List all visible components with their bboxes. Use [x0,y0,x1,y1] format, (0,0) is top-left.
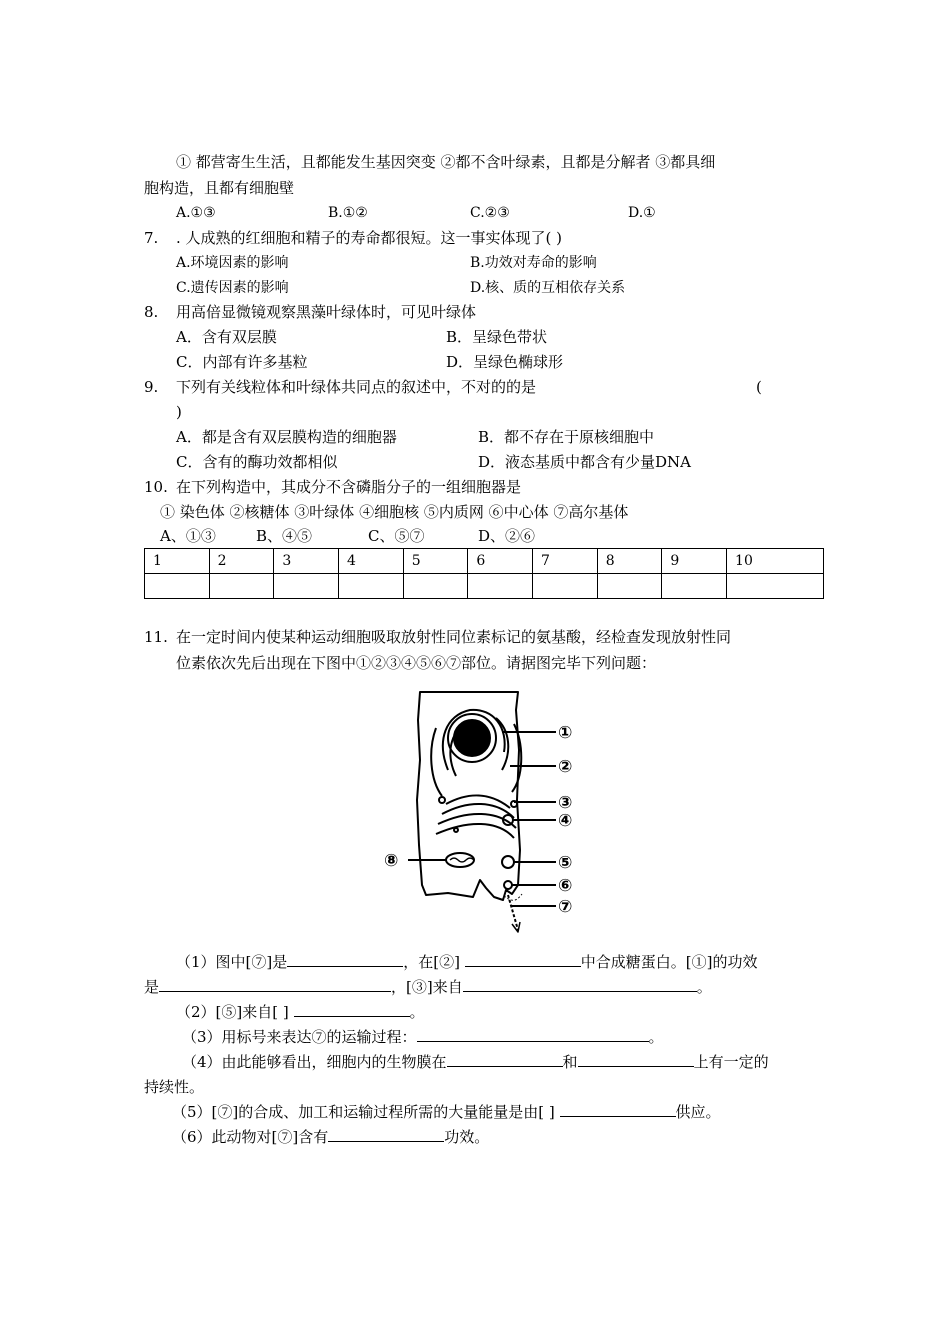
q11-sub1-text-d: 是 [144,978,160,996]
q8-stem: 用高倍显微镜观察黑藻叶绿体时，可见叶绿体 [176,303,477,321]
q9-number: 9. [144,378,159,396]
q11-sub5 [172,1102,721,1122]
q10-option-a: A、①③ [160,527,216,545]
answer-blank[interactable] [287,952,403,967]
q11-sub1-line1 [176,952,757,972]
q9-stem: 下列有关线粒体和叶绿体共同点的叙述中，不对的的是 [176,378,537,396]
q11-sub3 [182,1027,664,1047]
q9-option-a: A．都是含有双层膜构造的细胞器 [176,428,397,446]
q8-number: 8. [144,303,159,321]
answer-blank-cell[interactable] [339,574,404,599]
answer-header-cell: 9 [662,549,727,574]
figure-label-3: ③ [558,793,573,813]
q11-sub4-text-b: 和 [562,1053,578,1071]
vesicle-5 [502,856,514,868]
figure-label-4: ④ [558,811,573,831]
q9-paren-close: ) [176,403,182,421]
q11-sub4-text-a: （4）由此能够看出，细胞内的生物膜在 [182,1053,447,1071]
answer-blank[interactable] [465,952,581,967]
answer-blank[interactable] [294,1002,410,1017]
answer-blank-cell[interactable] [274,574,339,599]
q11-sub4-text-c: 上有一定的 [693,1053,769,1071]
answer-blank-cell[interactable] [403,574,468,599]
q11-line1: 在一定时间内使某种运动细胞吸取放射性同位素标记的氨基酸，经检查发现放射性同 [176,628,732,646]
answer-header-cell: 5 [403,549,468,574]
q8-option-d: D．呈绿色椭球形 [446,353,564,371]
q11-sub6-text-a: （6）此动物对[⑦]含有 [172,1128,329,1146]
q10-option-c: C、⑤⑦ [368,527,425,545]
answer-header-cell: 2 [209,549,274,574]
figure-label-1: ① [558,723,573,743]
answer-blank-cell[interactable] [145,574,210,599]
answer-blank-cell[interactable] [209,574,274,599]
answer-header-cell: 4 [339,549,404,574]
answer-blank-cell[interactable] [727,574,824,599]
q11-number: 11. [144,628,168,646]
answer-header-cell: 10 [727,549,824,574]
answer-blank-cell[interactable] [597,574,662,599]
answer-header-cell: 3 [274,549,339,574]
q7-option-d: D.核、质的互相依存关系 [470,280,626,296]
answer-blank[interactable] [159,977,391,992]
q11-sub3-text-a: （3）用标号来表达⑦的运输过程： [182,1028,417,1046]
answer-header-cell: 8 [597,549,662,574]
q11-sub1-text-f: 。 [696,978,712,996]
q11-sub2-text-a: （2）[⑤]来自[ ] [176,1003,289,1021]
q11-sub5-text-a: （5）[⑦]的合成、加工和运输过程所需的大量能量是由[ ] [172,1103,555,1121]
answer-header-cell: 1 [145,549,210,574]
q7-option-a: A.环境因素的影响 [176,255,289,271]
q11-sub1-line2 [144,977,712,997]
q9-option-d: D．液态基质中都含有少量DNA [478,453,692,471]
q11-sub4-line2: 持续性。 [144,1078,205,1096]
answer-blank-cell[interactable] [533,574,598,599]
q10-option-d: D、②⑥ [478,527,536,545]
answer-blank[interactable] [560,1102,676,1117]
q8-option-c: C．内部有许多基粒 [176,353,308,371]
q9-option-c: C．含有的酶功效都相似 [176,453,338,471]
q11-sub5-text-b: 供应。 [675,1103,721,1121]
answer-blank[interactable] [578,1052,694,1067]
golgi-apparatus [446,795,510,808]
q6-line1: ① 都营寄生生活，且都能发生基因突变 ②都不含叶绿素，且都是分解者 ③都具细 [176,153,716,171]
q11-sub1-text-a: （1）图中[⑦]是 [176,953,288,971]
endoplasmic-reticulum [431,728,442,796]
q11-line2: 位素依次先后出现在下图中①②③④⑤⑥⑦部位。请据图完毕下列问题： [176,654,657,672]
q11-sub2 [176,1002,425,1022]
nucleus [454,720,490,756]
q10-number: 10. [144,478,168,496]
answer-blank[interactable] [417,1027,649,1042]
q8-option-b: B．呈绿色带状 [446,328,548,346]
q7-option-c: C.遗传因素的影响 [176,280,289,296]
answer-table [144,548,824,599]
q11-sub3-text-b: 。 [648,1028,664,1046]
answer-blank-cell[interactable] [662,574,727,599]
q11-sub4-line1 [182,1052,769,1072]
answer-table-blank-row [145,574,824,599]
answer-blank[interactable] [463,977,697,992]
q11-sub1-text-e: ，[③]来自 [391,978,463,996]
answer-blank-cell[interactable] [468,574,533,599]
q10-stem: 在下列构造中，其成分不含磷脂分子的一组细胞器是 [176,478,522,496]
q11-sub2-text-b: 。 [409,1003,425,1021]
q6-line2: 胞构造，且都有细胞壁 [144,179,295,197]
q11-sub1-text-c: 中合成糖蛋白。[①]的功效 [580,953,758,971]
q10-items: ① 染色体 ②核糖体 ③叶绿体 ④细胞核 ⑤内质网 ⑥中心体 ⑦高尔基体 [160,503,629,521]
cell-diagram [378,680,608,934]
q7-number: 7. [144,229,159,247]
q6-option-a: A.①③ [176,205,216,221]
q7-option-b: B.功效对寿命的影响 [470,255,597,271]
q7-stem: . 人成熟的红细胞和精子的寿命都很短。这一事实体现了( ) [176,229,563,247]
answer-header-cell: 6 [468,549,533,574]
answer-blank[interactable] [447,1052,563,1067]
q8-option-a: A．含有双层膜 [176,328,277,346]
figure-label-7: ⑦ [558,897,573,917]
q9-paren-open: ( [756,378,762,396]
q6-option-b: B.①② [328,205,368,221]
answer-blank[interactable] [328,1127,444,1142]
figure-label-2: ② [558,757,573,777]
figure-label-5: ⑤ [558,853,573,873]
q10-option-b: B、④⑤ [256,527,313,545]
q11-sub1-text-b: ，在[②] [403,953,460,971]
answer-header-cell: 7 [533,549,598,574]
vesicle-6 [504,881,512,889]
q6-option-c: C.②③ [470,205,510,221]
q6-option-d: D.① [628,205,656,221]
q11-sub6 [172,1127,489,1147]
figure-label-8: ⑧ [384,851,399,871]
figure-label-6: ⑥ [558,876,573,896]
q9-option-b: B．都不存在于原核细胞中 [478,428,655,446]
answer-table-header-row [145,549,824,574]
q11-sub6-text-b: 功效。 [444,1128,490,1146]
